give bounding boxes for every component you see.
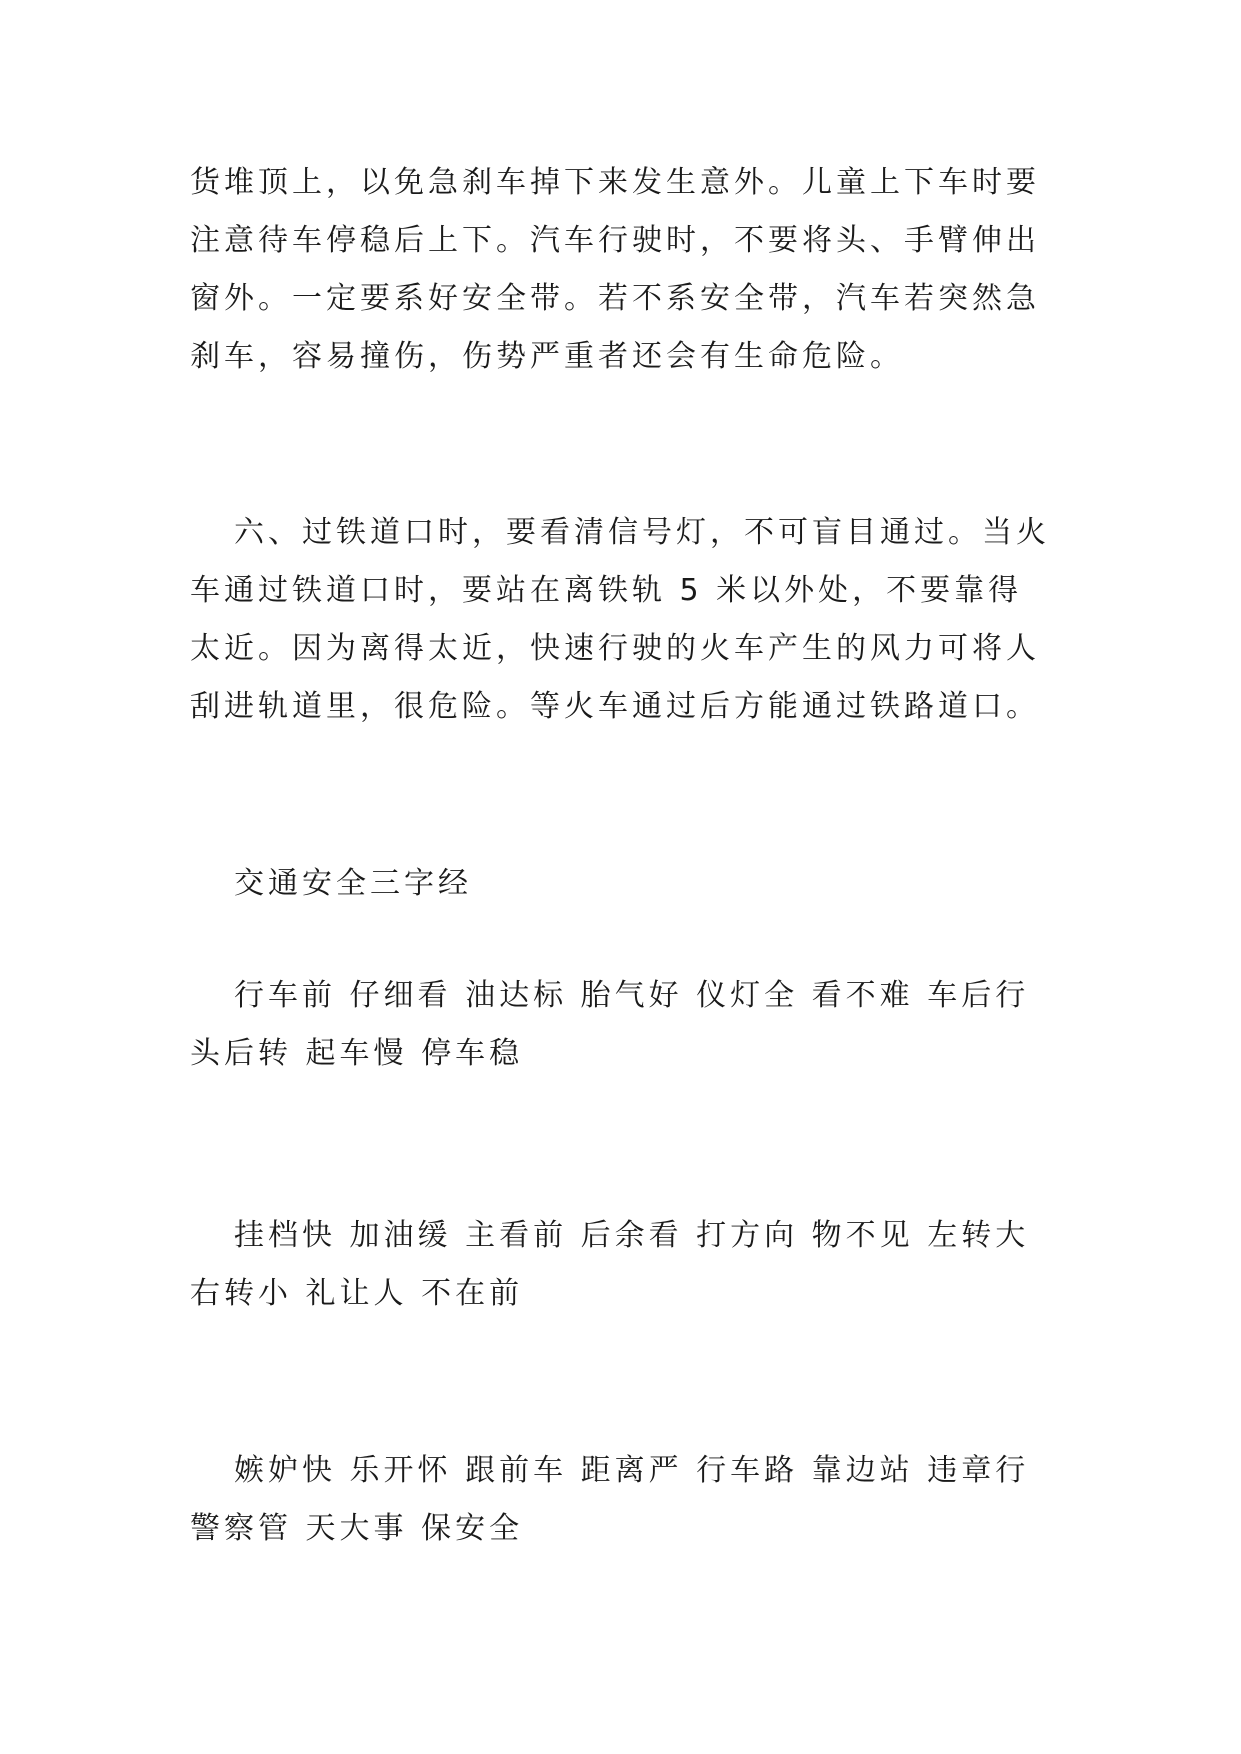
paragraph-vehicle-safety: 货堆顶上，以免急刹车掉下来发生意外。儿童上下车时要注意待车停稳后上下。汽车行驶时，不要将头、手臂伸出窗外。一定要系好安全带。若不系安全带，汽车若突然急刹车，容易撞伤，伤势严重者还会有生命危险。 bbox=[190, 165, 1040, 374]
rhyme-verse-3: 嫉妒快 乐开怀 跟前车 距离严 行车路 靠边站 违章行警察管 天大事 保安全 bbox=[190, 1453, 1030, 1546]
section-heading: 交通安全三字经 bbox=[234, 866, 472, 901]
rhyme-verse-1: 行车前 仔细看 油达标 胎气好 仪灯全 看不难 车后行头后转 起车慢 停车稳 bbox=[190, 978, 1030, 1071]
rhyme-verse-2: 挂档快 加油缓 主看前 后余看 打方向 物不见 左转大右转小 礼让人 不在前 bbox=[190, 1218, 1030, 1311]
paragraph-railway-crossing: 六、过铁道口时，要看清信号灯，不可盲目通过。当火车通过铁道口时，要站在离铁轨 5 米以外处，不要靠得太近。因为离得太近，快速行驶的火车产生的风力可将人刮进轨道里，很危险。等火车通过后方能通过铁路道口。 bbox=[190, 515, 1050, 724]
